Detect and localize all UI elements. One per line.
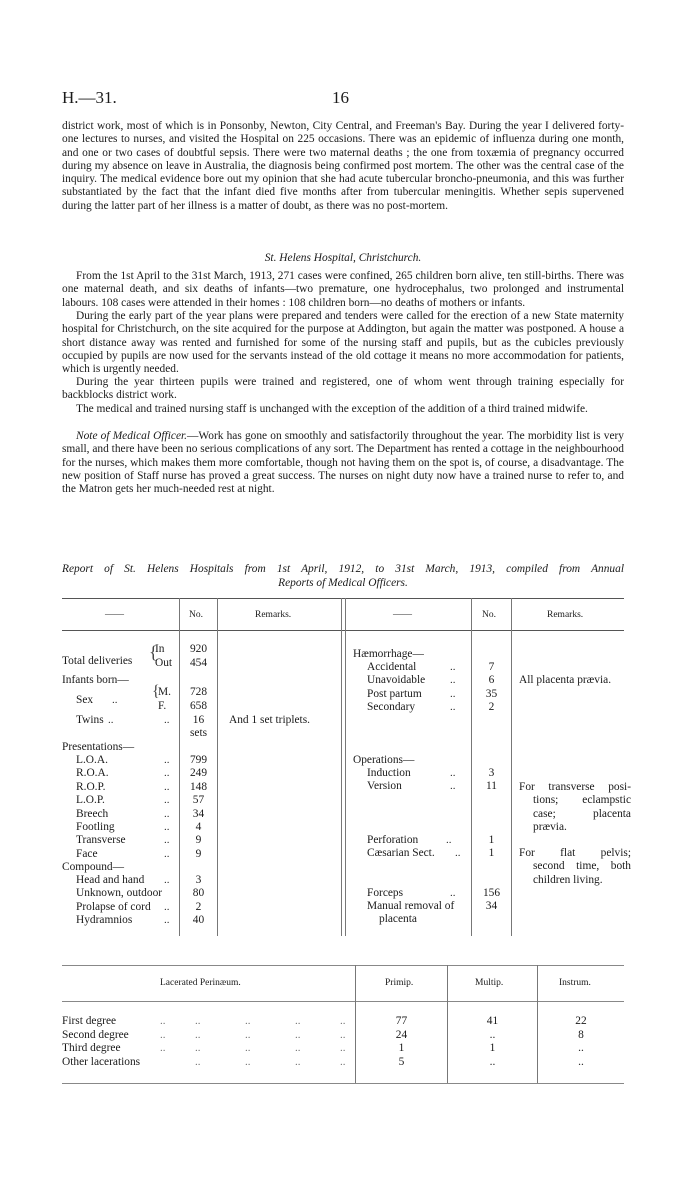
leader-dots: .. xyxy=(164,834,170,847)
table2-instrum: .. xyxy=(578,1055,584,1068)
leader-dots: .. xyxy=(164,847,170,860)
leader-dots: .. xyxy=(455,847,461,859)
col-header-right-label: —— xyxy=(393,610,412,620)
leader-dots: .. xyxy=(245,1042,251,1055)
leader-dots: .. xyxy=(450,687,456,700)
row-label: L.O.P. xyxy=(76,794,105,807)
leader-dots: .. xyxy=(164,780,170,793)
col-header-multip: Multip. xyxy=(475,978,504,988)
label-perforation: Perforation xyxy=(367,834,419,846)
table2-header-rule xyxy=(62,1001,624,1002)
row-label: Secondary xyxy=(367,701,416,714)
row-label: Face xyxy=(76,847,98,860)
note-text: —Work has gone on smoothly and satisfactorily throughout the year. The morbidity list is very small, and there have been no serious complications of any sort. The Department has rented a cottage in the neighbourhood for the nurses, which makes them more comfortable, though not having them on the spot is, of course, a disadvantage. The new position of Staff nurse has proved a great success. The nurses on night duty now have a trained nurse to refer to, and the Matron gets her much-needed rest at night. xyxy=(62,430,624,496)
row-label: Post partum xyxy=(367,687,422,700)
leader-dots: .. xyxy=(450,701,456,714)
row-value: 9 xyxy=(195,847,202,860)
row-value: 57 xyxy=(192,794,205,807)
table2-multip: .. xyxy=(489,1028,496,1041)
row-value: 9 xyxy=(195,834,202,847)
paragraph-new-hospital: During the early part of the year plans were prepared and tenders were called for the erection of a new State maternity hospital for Christchurch, on the site acquired for the purpose at Addington, but again the matter was postponed. A house a short distance away was rented and furnished for some of the nursing staff and pupils, but as the cubicles previously occupied by pupils are now used for the servants instead of the old cottage it means no more accommodation for patients, which is urgently needed. xyxy=(62,310,624,376)
leader-dots: .. xyxy=(164,754,170,766)
table2-row-label: Third degree xyxy=(62,1042,121,1055)
section-heading: St. Helens Hospital, Christchurch. xyxy=(264,252,422,264)
row-label: Induction xyxy=(367,767,411,779)
paragraph-pupils: During the year thirteen pupils were trained and registered, one of whom went through training especially for backblocks district work. xyxy=(62,376,624,402)
remark-line: For transverse posi- xyxy=(519,781,631,793)
remark-line: children living. xyxy=(533,873,603,886)
label-in: In xyxy=(155,643,165,655)
row-value: 6 xyxy=(488,674,495,687)
leader-dots: .. xyxy=(164,914,170,927)
col-header-lacerated-perinaeum: Lacerated Perinæum. xyxy=(160,978,241,988)
leader-dots: .. xyxy=(245,1055,251,1068)
leader-dots: .. xyxy=(164,767,170,780)
paragraph-medical-officer-note xyxy=(62,430,624,496)
row-value: 799 xyxy=(189,754,208,766)
label-operations: Operations— xyxy=(353,754,415,766)
table2-multip: 1 xyxy=(489,1042,496,1055)
leader-dots: .. xyxy=(108,714,114,726)
leader-dots: .. xyxy=(164,794,170,807)
leader-dots: .. xyxy=(164,714,170,726)
leader-dots: .. xyxy=(450,780,456,793)
value-f: 658 xyxy=(189,700,208,712)
leader-dots: .. xyxy=(195,1042,201,1055)
col-header-right-remarks: Remarks. xyxy=(547,610,584,620)
table1-col-rule xyxy=(217,598,218,936)
row-label: Unavoidable xyxy=(367,674,426,687)
col-header-right-no: No. xyxy=(482,610,496,620)
leader-dots: .. xyxy=(245,1028,251,1041)
leader-dots: .. xyxy=(295,1055,301,1068)
brace: { xyxy=(152,683,160,700)
label-forceps: Forceps xyxy=(367,887,404,899)
value-out: 454 xyxy=(189,657,208,669)
label-compound: Compound— xyxy=(62,861,125,873)
table2-instrum: .. xyxy=(578,1042,584,1055)
remark-line: case; placenta xyxy=(533,807,631,820)
col-header-left-no: No. xyxy=(189,610,203,620)
col-header-left-remarks: Remarks. xyxy=(255,610,292,620)
row-label: Breech xyxy=(76,807,109,820)
row-value: 35 xyxy=(485,687,498,700)
leader-dots: .. xyxy=(160,1028,166,1041)
row-label: R.O.P. xyxy=(76,780,106,793)
col-header-instrum: Instrum. xyxy=(559,978,591,988)
col-header-primip: Primip. xyxy=(385,978,414,988)
remark-line: tions; eclampstic xyxy=(533,794,631,807)
col-header-left-label: —— xyxy=(105,610,124,620)
table2-primip: 1 xyxy=(398,1042,405,1055)
row-label: Hydramnios xyxy=(76,914,133,927)
leader-dots: .. xyxy=(450,674,456,687)
label-infants-born: Infants born— xyxy=(62,674,129,686)
label-twins: Twins xyxy=(76,714,104,726)
table2-instrum: 8 xyxy=(578,1028,584,1041)
remark-haemorrhage: All placenta prævia. xyxy=(519,674,612,686)
page-number: 16 xyxy=(332,88,349,107)
leader-dots: .. xyxy=(450,767,456,779)
row-label: Footling xyxy=(76,821,115,833)
value-manual-removal: 34 xyxy=(485,900,498,912)
row-value: 148 xyxy=(189,780,208,793)
leader-dots: .. xyxy=(340,1028,346,1041)
label-total-deliveries: Total deliveries xyxy=(62,655,133,667)
label-placenta: placenta xyxy=(379,913,417,925)
label-m: M. xyxy=(158,686,171,698)
table1-col-rule xyxy=(511,598,512,936)
table2-multip: .. xyxy=(489,1055,496,1068)
paragraph-staff: The medical and trained nursing staff is unchanged with the exception of the addition of a third trained midwife. xyxy=(76,403,588,415)
table2-primip: 24 xyxy=(395,1028,408,1041)
value-forceps: 156 xyxy=(482,887,501,899)
label-caesarian: Cæsarian Sect. xyxy=(367,847,435,859)
row-label: Prolapse of cord xyxy=(76,900,151,913)
row-label: Accidental xyxy=(367,661,417,673)
leader-dots: .. xyxy=(195,1015,201,1027)
table2-bottom-rule xyxy=(62,1083,624,1084)
row-value: 3 xyxy=(195,874,202,886)
leader-dots: .. xyxy=(295,1015,301,1027)
table2-row-label: Second degree xyxy=(62,1028,129,1041)
remark-line: second time, both xyxy=(533,860,631,873)
leader-dots: .. xyxy=(340,1015,346,1027)
paragraph-district-work: district work, most of which is in Ponsonby, Newton, City Central, and Freeman's Bay. During the year I delivered forty-one lectures to nurses, and visited the Hospital on 225 occasions. There was an epidemic of influenza during one month, and one or two cases of doubtful sepsis. There were two maternal deaths ; the one from toxæmia of pregnancy occurred during my absence on leave in Australia, the diagnosis being confirmed post mortem. The other was the central case of the inquiry. The medical evidence bore out my opinion that she had acute tubercular broncho-pneumonia, and this was further substantiated by the fact that the infant died five months after from tubercular meningitis. Whether sepis supervened during the latter part of her illness is a matter of doubt, as there was no post-mortem. xyxy=(62,120,624,212)
row-value: 7 xyxy=(488,661,495,673)
table2-primip: 77 xyxy=(395,1015,408,1027)
label-presentations: Presentations— xyxy=(62,741,135,753)
table-caption xyxy=(62,562,624,590)
leader-dots: .. xyxy=(112,694,118,706)
table2-multip: 41 xyxy=(486,1015,499,1027)
table2-primip: 5 xyxy=(398,1055,405,1068)
table1-center-double-rule xyxy=(341,598,346,936)
row-value: 11 xyxy=(486,780,497,793)
table2-row-label: Other lacerations xyxy=(62,1055,141,1068)
caption-line-2: Reports of Medical Officers. xyxy=(278,577,408,589)
note-label: Note of Medical Officer. xyxy=(76,430,188,442)
label-manual-removal: Manual removal of xyxy=(367,900,455,912)
remark-line: prævia. xyxy=(533,820,567,833)
leader-dots: .. xyxy=(245,1015,251,1027)
leader-dots: .. xyxy=(160,1042,166,1055)
row-label: R.O.A. xyxy=(76,767,109,780)
row-value: 80 xyxy=(192,887,205,900)
document-reference: H.—31. xyxy=(62,88,117,107)
leader-dots: .. xyxy=(446,834,452,846)
leader-dots: .. xyxy=(340,1055,346,1068)
caption-line-1: Report of St. Helens Hospitals from 1st April, 1912, to 31st March, 1913, compiled from Annual xyxy=(62,563,624,575)
value-m: 728 xyxy=(189,686,208,698)
value-twins: 16 xyxy=(192,714,205,726)
table2-row-label: First degree xyxy=(62,1015,117,1027)
label-haemorrhage: Hæmorrhage— xyxy=(353,648,424,660)
brace: { xyxy=(149,642,158,662)
label-sex: Sex xyxy=(76,694,94,706)
table2-instrum: 22 xyxy=(575,1015,587,1027)
leader-dots: .. xyxy=(450,661,456,673)
leader-dots: .. xyxy=(164,900,170,913)
label-out: Out xyxy=(155,657,173,669)
row-label: Version xyxy=(367,780,402,793)
row-value: 3 xyxy=(488,767,495,779)
row-value: 34 xyxy=(192,807,205,820)
row-label: Head and hand xyxy=(76,874,145,886)
row-value: 2 xyxy=(195,900,202,913)
remark-twins: And 1 set triplets. xyxy=(229,714,310,726)
leader-dots: .. xyxy=(164,821,170,833)
remark-line: For flat pelvis; xyxy=(519,847,631,859)
row-label: Transverse xyxy=(76,834,126,847)
leader-dots: .. xyxy=(340,1042,346,1055)
leader-dots: .. xyxy=(195,1055,201,1068)
leader-dots: .. xyxy=(164,874,170,886)
leader-dots: .. xyxy=(450,887,456,899)
leader-dots: .. xyxy=(160,1015,166,1027)
paragraph-confinements: From the 1st April to the 31st March, 1913, 271 cases were confined, 265 children born alive, ten still-births. There was one maternal death, and six deaths of infants—two premature, one hydrocephalus, two prolonged and instrumental labours. 108 cases were attended in their homes : 108 children born—no deaths of mothers or infants. xyxy=(62,270,624,309)
row-label: L.O.A. xyxy=(76,754,108,766)
row-value: 4 xyxy=(195,821,202,833)
table2-top-rule xyxy=(62,965,624,966)
leader-dots: .. xyxy=(295,1042,301,1055)
value-caesarian: 1 xyxy=(488,847,495,859)
label-f: F. xyxy=(158,700,167,712)
row-label: Unknown, outdoor xyxy=(76,887,163,900)
leader-dots: .. xyxy=(295,1028,301,1041)
row-value: 40 xyxy=(192,914,205,927)
value-twins-unit: sets xyxy=(189,727,208,739)
value-in: 920 xyxy=(189,643,208,655)
leader-dots: .. xyxy=(164,807,170,820)
row-value: 249 xyxy=(189,767,208,780)
row-value: 2 xyxy=(488,701,495,714)
remark-caesarian xyxy=(519,847,631,887)
leader-dots: .. xyxy=(195,1028,201,1041)
value-perforation: 1 xyxy=(488,834,495,846)
remark-version xyxy=(519,781,631,834)
